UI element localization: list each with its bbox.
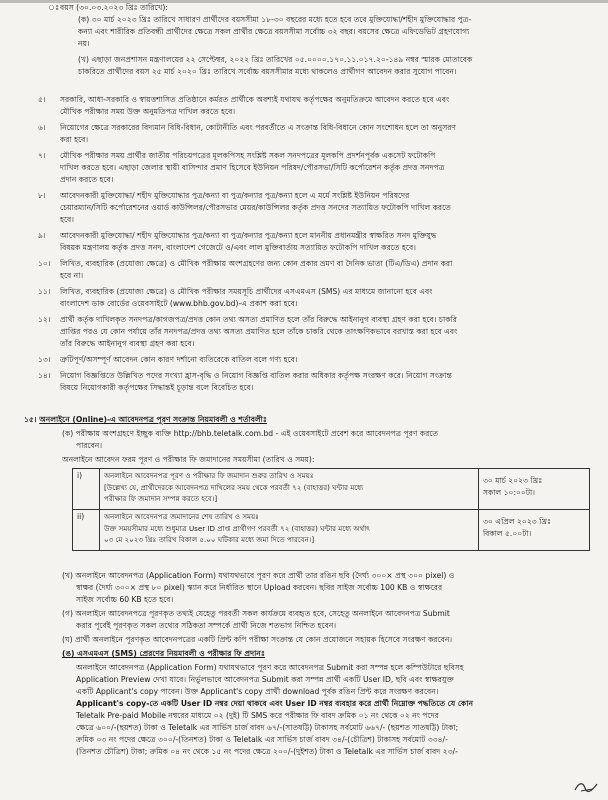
item-number: ৯। (38, 231, 46, 240)
item-line: মৌখিক পরীক্ষার সময় প্রার্থীর জাতীয় পরিচয়পত্রের মূলকপিসহ সংশ্লিষ্ট সকল সনদপত্রের মূলকপি প্রদর্শনপূর্বক একসেট ফটোকপি (60, 151, 436, 160)
item-line: চেয়ারম্যান/সিটি কর্পোরেশনের ওয়ার্ড কাউন্সিলর/পৌরসভার মেয়র/কাউন্সিলর কর্তৃক প্রদত্ত সনদের সত্যায়িত ফটোকপি দাখিল করতে (60, 203, 451, 212)
section-15-heading (24, 414, 590, 426)
section-15-title: অনলাইনে (Online)-এ আবেদনপত্র পূরণ সংক্রান্ত নিয়মাবলী ও শর্তাবলীঃ (39, 415, 267, 424)
schedule-time: সকাল ১০:০০টা। (483, 488, 535, 498)
item-line: সরকারি, আধা-সরকারি ও স্বায়ত্তশাসিত প্রতিষ্ঠানে কর্মরত প্রার্থীকে অবশ্যই যথাযথ কর্তৃপক্ষের অনুমতিক্রমে আবেদন করতে হবে এবং (60, 95, 450, 104)
schedule-line: [উল্লেখ্য যে, প্রার্থীদেরকে আবেদনপত্র দাখিলের সময় থেকে পরবর্তী ৭২ (বাহাত্তর) ঘন্টার মধ্যে (104, 482, 364, 492)
kha-line: সাইজ সর্বোচ্চ 60 KB হতে হবে। (76, 595, 174, 604)
kha-line: স্বাক্ষর (দৈর্ঘ্য ৩০০× প্রস্থ ৮০ pixel) স্ক্যান করে নির্ধারিত স্থানে Upload করবেন। ছবির সাইজ সর্বোচ্চ 100 KB ও স্বাক্ষরের (76, 583, 443, 592)
bullet: ঃ (48, 3, 60, 12)
item-line: তাঁর বিরুদ্ধে আইনানুগ ব্যবস্থা গ্রহণ করা হবে। (60, 339, 195, 348)
item-line: হবে। (60, 215, 74, 224)
sms-line: ক্রমিক ০৩ নং পদের ক্ষেত্রে ৩০০/-(তিনশত) টাকা ও Teletalk এর সার্ভিস চার্জ বাবদ ৩৪/-(চৌত্রিশ) টাকাসহ সর্বমোট ৩৩৪/- (76, 735, 448, 744)
sms-line: অনলাইনে আবেদনপত্র (Application Form) যথাযথভাবে পূরণ করে আবেদনপত্র Submit করা সম্পন্ন হলে কম্পিউটারে ছবিসহ (76, 663, 464, 672)
age-section (48, 2, 590, 100)
kha-line: (খ) অনলাইনে আবেদনপত্র (Application Form) যথাযথভাবে পূরণ করে প্রার্থী তার রঙিন ছবি (দৈর্ঘ্য ৩০০× প্রস্থ ৩০০ pixel) ও (62, 571, 455, 580)
age-ka-line: কন্যা এবং শারীরিক প্রতিবন্ধী প্রার্থীদের ক্ষেত্রে সকল প্রার্থীর ক্ষেত্রে বয়সসীমা সর্বোচ্চ ৩২ বছর। বয়সের ক্ষেত্রে এফিডেভিট গ্রহণযোগ্য (78, 27, 470, 36)
numbered-items (38, 94, 590, 414)
item-line: আবেদনকারী মুক্তিযোদ্ধা/ শহীদ মুক্তিযোদ্ধার পুত্র/কন্যা বা পুত্র/কন্যার পুত্র/কন্যা হলে মাননীয় প্রধানমন্ত্রীর স্বাক্ষরিত সনদ মুক্তিযুদ্ধ (60, 231, 437, 240)
online-application-section (24, 414, 590, 794)
sms-line: একটি Applicant's copy পাবেন। উক্ত Applicant's copy প্রার্থী download পূর্বক রঙিন প্রিন্ট করে সংরক্ষণ করবেন। (76, 687, 439, 696)
gha-line: (ঘ) প্রার্থী অনলাইনে পূরণকৃত আবেদনপত্রের একটি প্রিন্ট কপি পরীক্ষা সংক্রান্ত যে কোন প্রয়োজনে সহায়ক হিসেবে সংরক্ষণ করবেন। (62, 635, 453, 644)
sms-instructions (76, 662, 590, 792)
schedule-line: অনলাইনে আবেদনপত্র জমাদানের শেষ তারিখ ও সময়ঃ (104, 512, 259, 521)
ga-line: করার পূর্বেই পূরণকৃত সকল তথ্যের সঠিকতা সম্পর্কে প্রার্থী নিজে শতভাগ নিশ্চিত হবেন। (76, 621, 337, 630)
item-line: প্রাপ্তির পরও যে কোন পর্যায়ে তাঁর সনদপত্র/প্রদত্ত তথ্য অসত্য প্রমাণিত হলে তাঁকে চাকরি থেকে তাৎক্ষণিকভাবে বরখাস্ত করা হবে এবং (60, 327, 458, 336)
item-line: করা হবে। (60, 135, 89, 144)
item-number: ৭। (38, 151, 46, 160)
schedule-index: i) (73, 469, 100, 510)
item-number: ১২। (38, 315, 51, 324)
age-kha-line: চাকরিতে প্রার্থীদের বয়স ২৫ মার্চ ২০২০ খ্রিঃ তারিখে সর্বোচ্চ বয়সসীমার মধ্যে থাকলেও প্রার্থীগণ আবেদন করার সুযোগ পাবেন। (78, 67, 457, 76)
sms-line: ক্ষেত্রে ৬০০/-(ছয়শত) টাকা ও Teletalk এর সার্ভিস চার্জ বাবদ ৬৭/-(সাতষট্টি) টাকাসহ সর্বমোট ৬৬৭/- (ছয়শত সাতষট্টি) টাকা; (76, 723, 459, 732)
item-line: প্রার্থী কর্তৃক দাখিলকৃত সনদপত্র/কাগজপত্র/প্রদত্ত কোন তথ্য অসত্য প্রমাণিত হলে তাঁর বিরুদ্ধে আইনানুগ ব্যবস্থা গ্রহণ করা হবে। চাকরি (60, 315, 457, 324)
age-ka-line: (ক) ৩০ মার্চ ২০২৩ খ্রিঃ তারিখে সাধারণ প্রার্থীদের বয়সসীমা ১৮-৩০ বছরের মধ্যে হতে হবে তবে মুক্তিযোদ্ধা/শহীদ মুক্তিযোদ্ধার পুত্র- (78, 15, 472, 24)
schedule-line: পরীক্ষার ফি জমাদান সম্পন্ন করতে হবে।] (104, 494, 218, 504)
item-line: নিয়োগ বিজ্ঞপ্তিতে উল্লিখিত পদের সংখ্যা হ্রাস-বৃদ্ধি ও নিয়োগ বিজ্ঞপ্তি বাতিল করার অধিকার কর্তৃপক্ষ সংরক্ষণ করে। নিয়োগ সংক্রান্ত (60, 371, 452, 380)
sms-heading: (ঙ) এসএমএস (SMS) প্রেরণের নিয়মাবলী ও পরীক্ষার ফি প্রদানঃ (62, 649, 265, 658)
schedule-caption: অনলাইনে আবেদন ফরম পূরণ ও পরীক্ষার ফি জমাদানের সময়সীমা (তারিখ ও সময়): (62, 455, 315, 464)
section-15-number: ১৫। (24, 415, 37, 424)
signature-mark (573, 778, 599, 794)
item-line: আবেদনকারী মুক্তিযোদ্ধা/ শহীদ মুক্তিযোদ্ধার পুত্র/কন্যা বা পুত্র/কন্যার পুত্র/কন্যা হলে এ মর্মে সংশ্লিষ্ট ইউনিয়ন পরিষদের (60, 191, 410, 200)
sms-line: Applicant's copy-তে একটি User ID নম্বর দেয়া থাকবে এবং User ID নম্বর ব্যবহার করে প্রার্থী নিম্নোক্ত পদ্ধতিতে যে কোন (76, 699, 473, 708)
item-line: বাংলাদেশ ডাক বোর্ডের ওয়েবসাইটে (www.bhb.gov.bd)-এ প্রকাশ করা হবে। (60, 299, 298, 308)
schedule-line: অনলাইনে আবেদনপত্র পূরণ ও পরীক্ষার ফি জমাদান শুরুর তারিখ ও সময়ঃ (104, 471, 314, 480)
item-number: ৮। (38, 191, 46, 200)
item-number: ৬। (38, 123, 46, 132)
item-line: বিষয়ক মন্ত্রণালয় কর্তৃক প্রদত্ত সনদ, বাংলাদেশ গেজেটে ও/এবং লাল মুক্তিবার্তায় সত্যায়িত ফটোকপি দাখিল করতে হবে। (60, 243, 416, 252)
schedule-index: ii) (73, 510, 100, 551)
item-line: মৌখিক পরীক্ষার সময় উক্ত অনুমতিপত্র দাখিল করতে হবে। (60, 107, 236, 116)
ka-line: পারবেন। (76, 441, 103, 450)
schedule-description (100, 510, 479, 551)
item-line: নিয়োগের ক্ষেত্রে সরকারের বিদ্যমান বিধি-বিধান, কোটানীতি এবং পরবর্তীতে এ সংক্রান্ত বিধি-বিধানে কোন সংশোধন হলে তা অনুসরণ (60, 123, 456, 132)
item-number: ১১। (38, 287, 51, 296)
sms-line: Teletalk Pre-paid Mobile নম্বরের মাধ্যমে ০২ (দুই) টি SMS করে পরীক্ষার ফি বাবদ ক্রমিক ০১ নং থেকে ০২ নং পদের (76, 711, 439, 720)
item-line: হবে না। (60, 271, 84, 280)
schedule-row (73, 510, 590, 551)
schedule-table (72, 468, 590, 551)
item-number: ৫। (38, 95, 46, 104)
item-line: দাখিল করতে হবে। এছাড়া জেলার স্থায়ী বাসিন্দার প্রমাণ হিসেবে ইউনিয়ন পরিষদ/পৌরসভা/সিটি কর্পোরেশন কর্তৃক প্রদত্ত সনদপত্র (60, 163, 445, 172)
schedule-row (73, 469, 590, 510)
ka-line: (ক) পরীক্ষায় অংশগ্রহণে ইচ্ছুক ব্যক্তি http://bhb.teletalk.com.bd - এই ওয়েবসাইটে প্রবেশ করে আবেদনপত্র পূরণ করতে (62, 429, 439, 438)
item-number: ১০। (38, 259, 51, 268)
schedule-description (100, 469, 479, 510)
item-line: প্রদান করতে হবে। (60, 175, 114, 184)
schedule-line: ০৩ মে ২০২৩ খ্রিঃ তারিখ বিকাল ৫.০০ ঘটিকার মধ্যে জমা দিতে পারবেন।] (104, 535, 315, 545)
age-kha-line: (খ) এছাড়া জনপ্রশাসন মন্ত্রণালয়ের ২২ সেপ্টেম্বর, ২০২২ খ্রিঃ তারিখের ০৫.০০০০.১৭০.১১.০১৭.২০-১৪৯ নম্বর স্মারক মোতাবেক (78, 55, 473, 64)
item-line: লিখিত, ব্যবহারিক (প্রযোজ্য ক্ষেত্রে) ও মৌখিক পরীক্ষায় অংশগ্রহণের জন্য কোন প্রকার ভ্রমণ বা দৈনিক ভাতা (টিএ/ডিএ) প্রদান করা (60, 259, 453, 268)
ga-line: (গ) অনলাইনে আবেদনপত্রে পূরণকৃত তথ্যই যেহেতু পরবর্তী সকল কার্যক্রমে ব্যবহৃত হবে, সেহেতু অনলাইনে আবেদনপত্র Submit (62, 609, 450, 618)
sms-line: Application Preview দেখা যাবে। নির্ভুলভাবে আবেদনপত্র Submit করা সম্পন্ন প্রার্থী একটি User ID, ছবি এবং স্বাক্ষরযুক্ত (76, 675, 454, 684)
item-line: লিখিত, ব্যবহারিক (প্রযোজ্য ক্ষেত্রে) ও মৌখিক পরীক্ষার সময়সূচি প্রার্থীদের এসএমএস (SMS) এর মাধ্যমে জানানো হবে এবং (60, 287, 433, 296)
sms-line: (তিনশত চৌত্রিশ) টাকা; ক্রমিক ০৪ নং থেকে ১৫ নং পদের ক্ষেত্রে ২০০/-(দুইশত) টাকা ও Teletalk এর সার্ভিস চার্জ বাবদ ২৩/- (76, 747, 458, 756)
schedule-time: বিকাল ৫.০০টা। (483, 529, 532, 539)
schedule-datetime (479, 469, 590, 510)
age-title: বয়স (৩০.০৩.২০২৩ খ্রিঃ তারিখে): (60, 3, 168, 12)
item-number: ১৩। (38, 355, 51, 364)
schedule-date: ৩০ এপ্রিল ২০২৩ খ্রিঃ (483, 517, 552, 526)
schedule-date: ৩০ মার্চ ২০২৩ খ্রিঃ (483, 476, 543, 485)
schedule-line: উক্ত সময়সীমার মধ্যে শুধুমাত্র User ID প্রাপ্ত প্রার্থীগণ পরবর্তী ৭২ (বাহাত্তর) ঘন্টার মধ্যে অর্থাৎ (104, 523, 370, 533)
item-line: বিষয়ে নিয়োগকারী কর্তৃপক্ষের সিদ্ধান্তই চূড়ান্ত বলে বিবেচিত হবে। (60, 383, 254, 392)
item-number: ১৪। (38, 371, 51, 380)
item-line: ত্রুটিপূর্ণ/অসম্পূর্ণ আবেদন কোন কারণ দর্শানো ব্যতিরেকে বাতিল বলে গণ্য হবে। (60, 355, 298, 364)
age-ka-line: নয়। (78, 39, 90, 48)
schedule-datetime (479, 510, 590, 551)
